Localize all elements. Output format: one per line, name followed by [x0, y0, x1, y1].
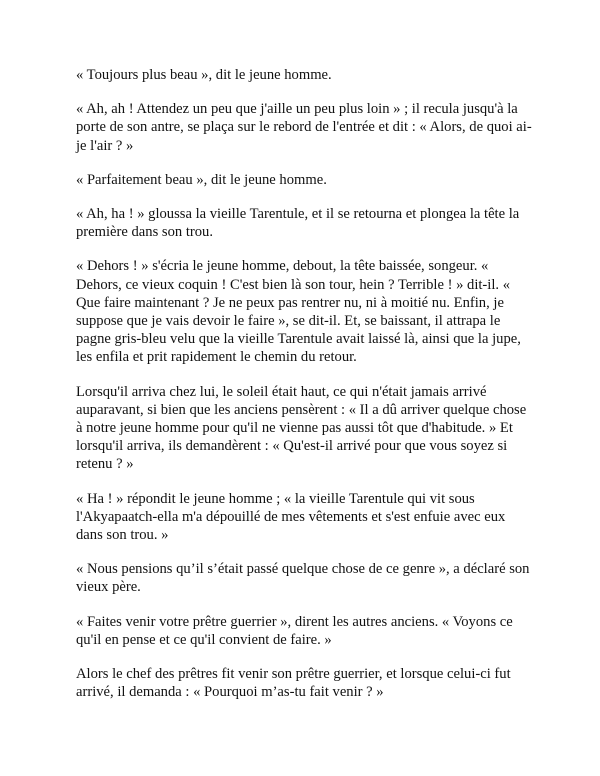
- paragraph-5: « Dehors ! » s'écria le jeune homme, debout, la tête baissée, songeur. « Dehors, ce vieux coquin ! C'est bien là son tour, hein ? Terrible ! » dit-il. « Que faire maintenant ? Je ne peux pas rentrer nu, ni à moitié nu. Enfin, je suppose que je vais devoir le faire », se dit-il. Et, se baissant, il attrapa le pagne gris-bleu velu que la vieille Tarentule avait laissé là, ainsi que la jupe, les enfila et prit rapidement le chemin du retour.: [76, 258, 521, 366]
- paragraph-1: « Toujours plus beau », dit le jeune homme.: [76, 67, 332, 83]
- paragraph-4: « Ah, ha ! » gloussa la vieille Tarentule, et il se retourna et plongea la tête la première dans son trou.: [76, 206, 520, 241]
- paragraph-10: Alors le chef des prêtres fit venir son prêtre guerrier, et lorsque celui-ci fut arrivé, il demanda : « Pourquoi m’as-tu fait venir ? »: [76, 666, 511, 701]
- paragraph-2: « Ah, ah ! Attendez un peu que j'aille un peu plus loin » ; il recula jusqu'à la porte de son antre, se plaça sur le rebord de l'entrée et dit : « Alors, de quoi ai-je l'air ? »: [76, 101, 532, 154]
- paragraph-7: « Ha ! » répondit le jeune homme ; « la vieille Tarentule qui vit sous l'Akyapaatch-ella m'a dépouillé de mes vêtements et s'est enfuie avec eux dans son trou. »: [76, 490, 506, 544]
- paragraph-3: « Parfaitement beau », dit le jeune homme.: [76, 171, 327, 188]
- paragraph-6: Lorsqu'il arriva chez lui, le soleil était haut, ce qui n'était jamais arrivé auparavant, si bien que les anciens pensèrent : « Il a dû arriver quelque chose à notre jeune homme pour qu'il ne vienne pas aussi tôt que d'habitude. » Et lorsqu'il arriva, ils demandèrent : « Qu'est-il arrivé pour que vous soyez si retenu ? »: [76, 383, 527, 473]
- paragraph-8: « Nous pensions qu’il s’était passé quelque chose de ce genre », a déclaré son vieux père.: [76, 561, 530, 596]
- document-page: [76, 66, 534, 717]
- paragraph-9: « Faites venir votre prêtre guerrier », dirent les autres anciens. « Voyons ce qu'il en pense et ce qu'il convient de faire. »: [76, 613, 513, 648]
